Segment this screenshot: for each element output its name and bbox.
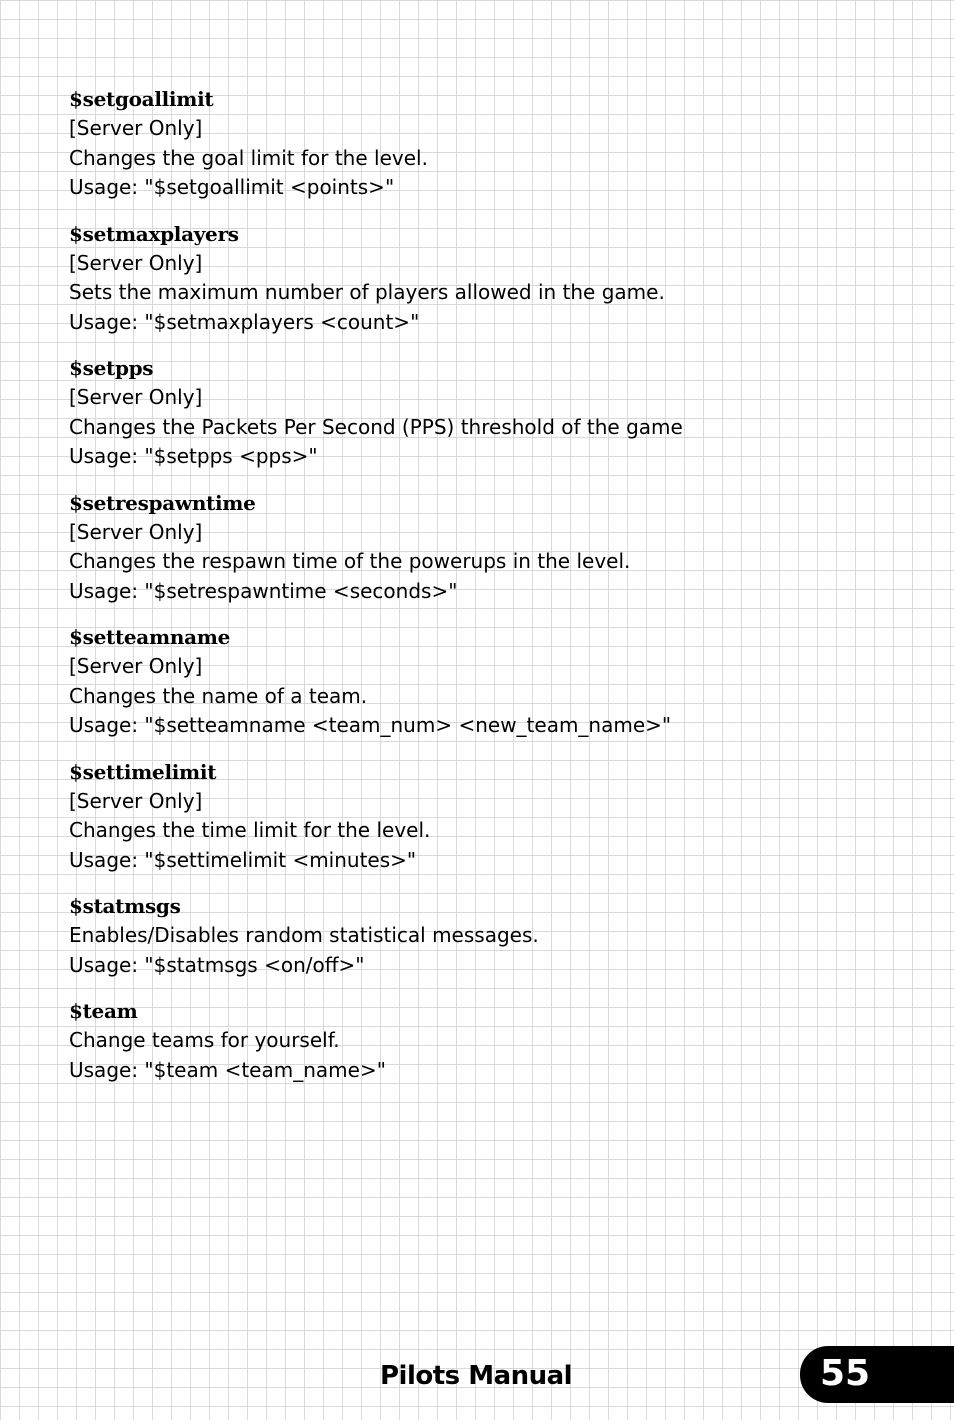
server-only-note: [Server Only]	[69, 116, 203, 140]
command-description: Changes the name of a team.	[69, 683, 368, 708]
command-usage: Usage: "$statmsgs <on/off>"	[69, 952, 365, 977]
server-only-note: [Server Only]	[69, 519, 203, 544]
command-entry-setmaxplayers	[69, 219, 889, 338]
command-usage: Usage: "$setrespawntime <seconds>"	[69, 578, 458, 603]
footer-title: Pilots Manual	[380, 1361, 573, 1391]
command-usage: Usage: "$setgoallimit <points>"	[69, 175, 395, 199]
command-entry-setgoallimit	[69, 84, 889, 203]
command-description: Changes the time limit for the level.	[69, 818, 431, 842]
command-description: Change teams for yourself.	[69, 1028, 340, 1052]
command-entry-setpps	[69, 353, 889, 472]
command-description: Enables/Disables random statistical messages.	[69, 923, 539, 947]
command-description: Changes the Packets Per Second (PPS) threshold of the game	[69, 414, 683, 439]
command-name: $team	[69, 999, 138, 1023]
command-name: $setteamname	[69, 625, 231, 649]
command-usage: Usage: "$setpps <pps>"	[69, 444, 318, 468]
command-list	[69, 84, 889, 1101]
command-name: $statmsgs	[69, 894, 181, 918]
command-entry-team	[69, 996, 889, 1085]
page-number-tab	[800, 1346, 954, 1403]
command-entry-setteamname	[69, 622, 889, 741]
server-only-note: [Server Only]	[69, 250, 203, 275]
command-usage: Usage: "$settimelimit <minutes>"	[69, 847, 417, 872]
server-only-note: [Server Only]	[69, 654, 203, 678]
command-name: $setpps	[69, 356, 154, 380]
page-number: 55	[820, 1353, 871, 1394]
command-description: Changes the respawn time of the powerups in the level.	[69, 549, 631, 573]
server-only-note: [Server Only]	[69, 385, 203, 409]
command-usage: Usage: "$setmaxplayers <count>"	[69, 309, 420, 334]
command-name: $setrespawntime	[69, 490, 256, 515]
command-entry-statmsgs	[69, 891, 889, 980]
command-name: $setgoallimit	[69, 87, 214, 111]
command-description: Changes the goal limit for the level.	[69, 145, 428, 170]
command-usage: Usage: "$team <team_name>"	[69, 1057, 386, 1082]
command-description: Sets the maximum number of players allowed in the game.	[69, 280, 665, 304]
command-name: $settimelimit	[69, 759, 217, 784]
command-entry-settimelimit	[69, 757, 889, 876]
command-entry-setrespawntime	[69, 488, 889, 607]
server-only-note: [Server Only]	[69, 788, 203, 813]
command-name: $setmaxplayers	[69, 221, 239, 246]
command-usage: Usage: "$setteamname <team_num> <new_team_name>"	[69, 713, 672, 737]
